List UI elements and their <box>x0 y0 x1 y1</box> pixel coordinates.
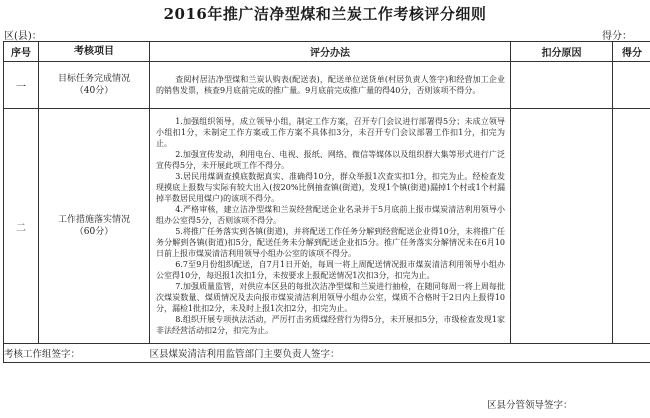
leader-signature: 区县分管领导签字： <box>487 400 573 411</box>
header-reason: 扣分原因 <box>511 42 613 62</box>
method-text: 1.加强组织领导，成立领导小组，制定工作方案，召开专门会议进行部署得5分；未成立领导小组扣1分，未制定工作方案或工作方案不具体扣3分，未召开专门会议部署工作扣1分，扣完为止。 <box>156 117 505 148</box>
table-row <box>4 109 650 344</box>
row-seq: 一 <box>4 62 39 109</box>
method-text: 3.居民用煤调查摸底数据真实、准确得10分，群众举报1次查实扣1分，扣完为止。经检查发现摸底上报数与实际有较大出入(按20%比例抽查镇(街道)，发现1个镇(街道)漏掉1个村或1个村漏掉半数居民用煤户)的该项不得分。 <box>156 172 505 203</box>
method-text: 8.组织开展专项执法活动，严厉打击劣质煤经营行为得5分，未开展扣5分，市级检查发现1家非法经营活动扣2分，扣完为止。 <box>156 315 505 335</box>
row-item-name: 工作措施落实情况 <box>57 215 130 225</box>
row-item-points: （60分） <box>74 227 114 237</box>
header-seq: 序号 <box>4 42 39 62</box>
signature-row <box>4 344 650 363</box>
row-reason-cell[interactable] <box>511 62 613 109</box>
header-item: 考核项目 <box>39 42 150 62</box>
row-item <box>39 62 150 109</box>
row-score-cell[interactable] <box>613 62 650 109</box>
method-text: 4.严格审核，建立洁净型煤和兰炭经营配送企业名录并于5月底前上报市煤炭清洁利用领导小组办公室得5分，否则该项不得分。 <box>156 205 505 225</box>
team-signature: 考核工作组签字： <box>4 344 150 363</box>
row-item-points: （40分） <box>74 86 114 96</box>
method-text: 7.加强质量监管，对供应本区县的每批次洁净型煤和兰炭进行抽检，在随同每周一将上周每批次煤炭数量、煤质情况及去向报市煤炭清洁利用领导小组办公室，煤质不合格时于2日内上报得10分，漏检1批扣2分，未及时上报1次扣2分，扣完为止。 <box>156 282 505 313</box>
row-seq: 二 <box>4 109 39 344</box>
row-score-cell[interactable] <box>613 109 650 344</box>
method-text: 查阅村居洁净型煤和兰炭认购表(配送表)，配送单位送货单(村居负责人签字)和经营加工企业的销售发票，核查9月底前完成的推广量。9月底前完成推广量的得40分，否则该项不得分。 <box>156 75 505 95</box>
district-label: 区(县)： <box>4 31 42 42</box>
row-reason-cell[interactable] <box>511 109 613 344</box>
table-header-row <box>4 42 650 62</box>
page-title: 2016年推广洁净型煤和兰炭工作考核评分细则 <box>163 5 487 23</box>
header-score: 得分 <box>613 42 650 62</box>
method-text: 2.加强宣传发动，利用电台、电视、报纸、网络、微信等媒体以及组织群大集等形式进行广泛宣传得5分，未开展此项工作不得分。 <box>156 150 505 170</box>
total-score-label: 得分： <box>602 31 632 42</box>
scoring-table <box>3 41 650 363</box>
row-method <box>150 62 511 109</box>
method-text: 5.将推广任务落实到各镇(街道)，并将配送工作任务分解到经营配送企业得10分，未将推广任务分解到各镇(街道)扣5分，配送任务未分解到配送企业扣5分。推广任务落实分解情况未在6月10日前上报市煤炭清洁利用领导小组办公室的该项不得分。 <box>156 227 505 258</box>
table-row <box>4 62 650 109</box>
row-item <box>39 109 150 344</box>
method-text: 6.7至9月份组织配送，自7月1日开始，每周一将上周配送情况报市煤炭清洁利用领导小组办公室得10分，每迟报1次扣1分，未按要求上报配送情况1次扣3分，扣完为止。 <box>156 260 505 280</box>
header-method: 评分办法 <box>150 42 511 62</box>
dept-signature: 区县煤炭清洁利用监管部门主要负责人签字： <box>150 344 650 363</box>
row-method <box>150 109 511 344</box>
row-item-name: 目标任务完成情况 <box>57 74 130 84</box>
